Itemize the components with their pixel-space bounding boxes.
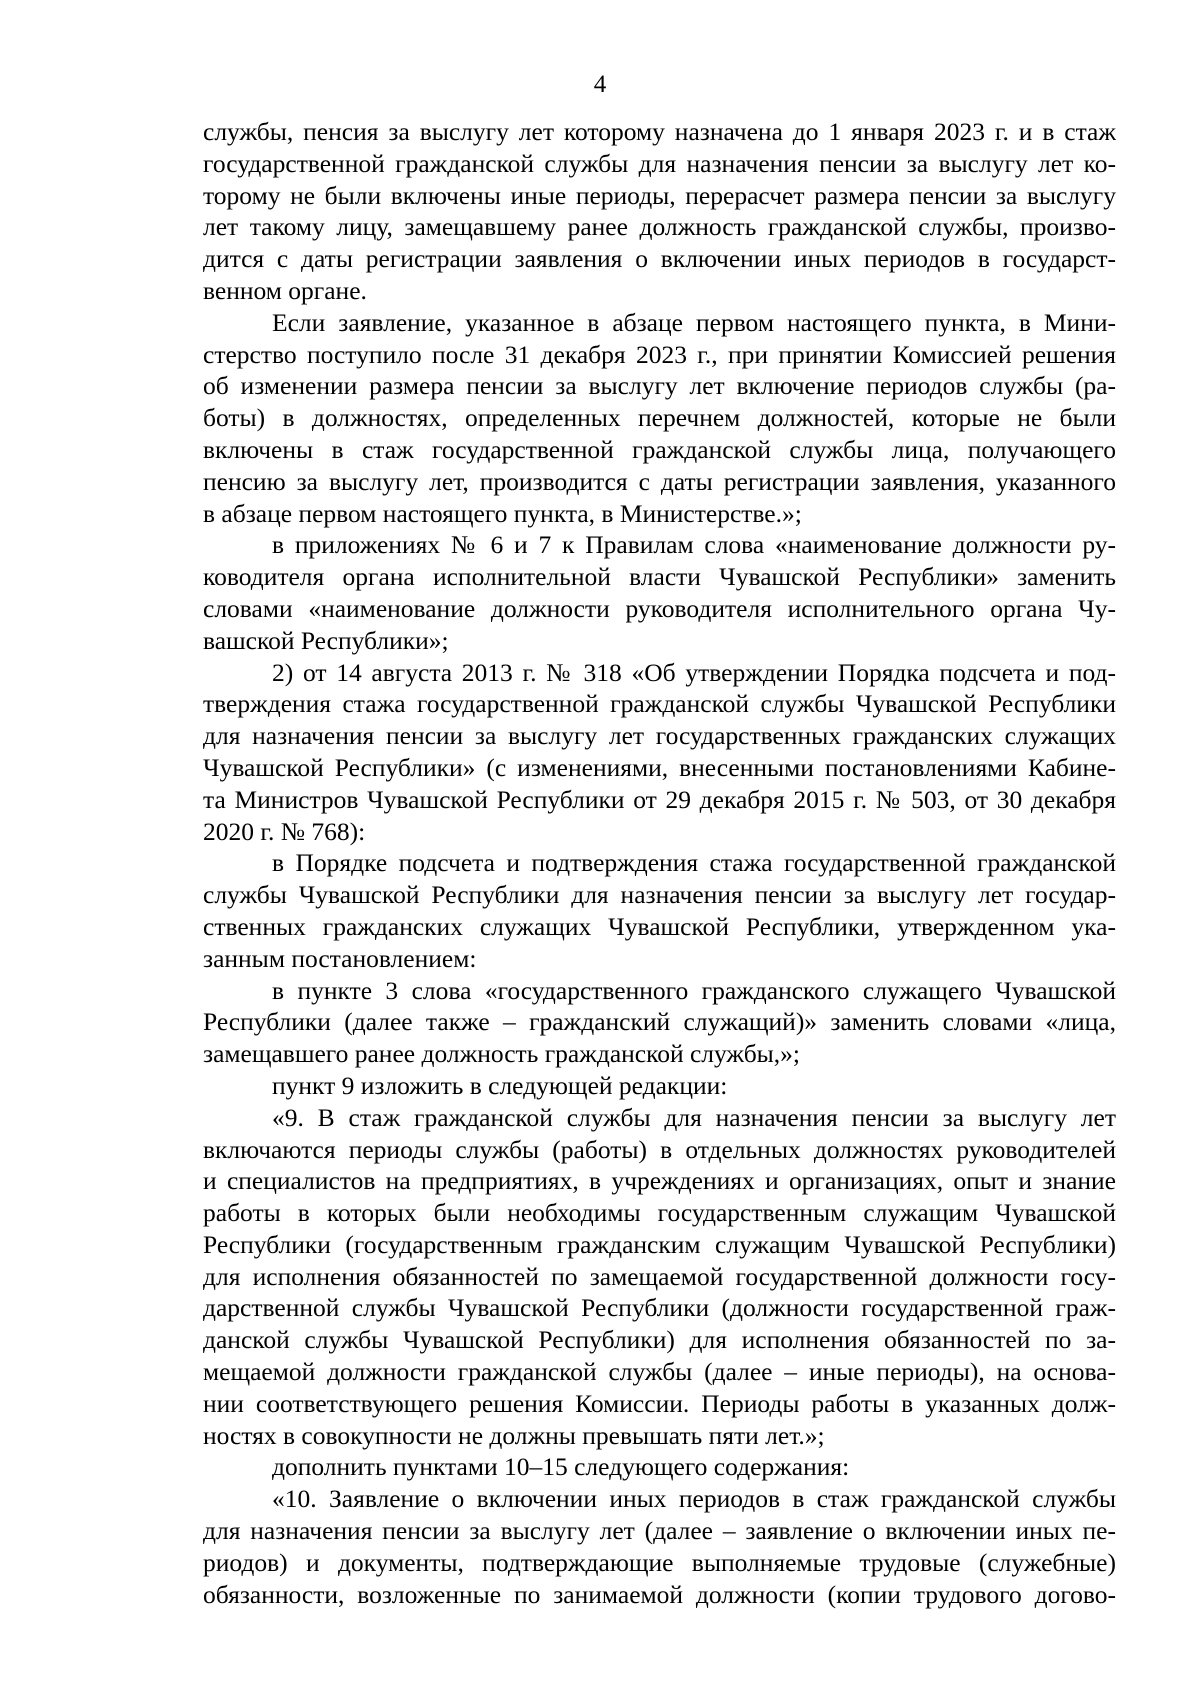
text-line: дарственной службы Чувашской Республики (должности государственной граж-: [203, 1293, 1116, 1323]
text-line: стерство поступило после 31 декабря 2023 г., при принятии Комиссией решения: [203, 339, 1116, 369]
text-line: Если заявление, указанное в абзаце первом настоящего пункта, в Мини-: [272, 307, 1116, 337]
text-line: 2) от 14 августа 2013 г. № 318 «Об утверждении Порядка подсчета и под-: [272, 657, 1116, 687]
text-line: включаются периоды службы (работы) в отдельных должностях руководителей: [203, 1134, 1116, 1164]
text-line: и специалистов на предприятиях, в учреждениях и организациях, опыт и знание: [203, 1166, 1116, 1196]
text-line: занным постановлением:: [203, 943, 477, 973]
text-line: включены в стаж государственной гражданской службы лица, получающего: [203, 434, 1116, 464]
text-line: службы Чувашской Республики для назначения пенсии за выслугу лет государ-: [203, 880, 1116, 910]
text-line: для назначения пенсии за выслугу лет (далее – заявление о включении иных пе-: [203, 1516, 1116, 1546]
text-line: службы, пенсия за выслугу лет которому назначена до 1 января 2023 г. и в стаж: [203, 117, 1116, 146]
text-line: Республики (государственным гражданским служащим Чувашской Республики): [203, 1229, 1116, 1259]
text-line: для назначения пенсии за выслугу лет государственных гражданских служащих: [203, 721, 1116, 751]
text-line: обязанности, возложенные по занимаемой должности (копии трудового догово-: [203, 1579, 1116, 1609]
text-line: риодов) и документы, подтверждающие выполняемые трудовые (служебные): [203, 1547, 1116, 1577]
text-line: в абзаце первом настоящего пункта, в Министерстве.»;: [203, 498, 802, 528]
text-line: ностях в совокупности не должны превышать пяти лет.»;: [203, 1420, 825, 1450]
text-line: «9. В стаж гражданской службы для назначения пенсии за выслугу лет: [272, 1102, 1116, 1132]
text-line: венном органе.: [203, 275, 367, 305]
text-line: «10. Заявление о включении иных периодов в стаж гражданской службы: [272, 1484, 1116, 1514]
text-line: данской службы Чувашской Республики) для исполнения обязанностей по за-: [203, 1325, 1116, 1355]
text-line: ственных гражданских служащих Чувашской Республики, утвержденном ука-: [203, 911, 1116, 941]
text-line: тверждения стажа государственной гражданской службы Чувашской Республики: [203, 689, 1116, 719]
text-line: 2020 г. № 768):: [203, 816, 366, 846]
text-line: в приложениях № 6 и 7 к Правилам слова «наименование должности ру-: [272, 530, 1116, 560]
text-line: замещавшего ранее должность гражданской службы,»;: [203, 1039, 801, 1069]
text-line: в Порядке подсчета и подтверждения стажа государственной гражданской: [272, 848, 1116, 878]
text-line: пункт 9 изложить в следующей редакции:: [272, 1070, 728, 1100]
text-line: нии соответствующего решения Комиссии. Периоды работы в указанных долж-: [203, 1388, 1116, 1418]
text-line: для исполнения обязанностей по замещаемой государственной должности госу-: [203, 1261, 1116, 1291]
text-line: ководителя органа исполнительной власти Чувашской Республики» заменить: [203, 562, 1116, 592]
text-line: та Министров Чувашской Республики от 29 декабря 2015 г. № 503, от 30 декабря: [203, 784, 1116, 814]
text-line: боты) в должностях, определенных перечнем должностей, которые не были: [203, 403, 1116, 433]
text-line: Чувашской Республики» (с изменениями, внесенными постановлениями Кабине-: [203, 752, 1116, 782]
text-line: пенсию за выслугу лет, производится с даты регистрации заявления, указанного: [203, 466, 1116, 496]
text-line: дополнить пунктами 10–15 следующего содержания:: [272, 1452, 850, 1482]
text-line: торому не были включены иные периоды, перерасчет размера пенсии за выслугу: [203, 180, 1116, 210]
page-number: 4: [593, 71, 607, 98]
text-line: словами «наименование должности руководителя исполнительного органа Чу-: [203, 593, 1116, 623]
text-line: дится с даты регистрации заявления о включении иных периодов в государст-: [203, 244, 1116, 274]
text-line: лет такому лицу, замещавшему ранее должность гражданской службы, произво-: [203, 212, 1116, 242]
text-line: об изменении размера пенсии за выслугу лет включение периодов службы (ра-: [203, 371, 1116, 401]
text-line: вашской Республики»;: [203, 625, 449, 655]
document-body: [203, 116, 1116, 1610]
text-line: в пункте 3 слова «государственного гражданского служащего Чувашской: [272, 975, 1116, 1005]
text-line: работы в которых были необходимы государственным служащим Чувашской: [203, 1198, 1116, 1228]
text-line: Республики (далее также – гражданский служащий)» заменить словами «лица,: [203, 1007, 1116, 1037]
text-line: мещаемой должности гражданской службы (далее – иные периоды), на основа-: [203, 1357, 1116, 1387]
text-line: государственной гражданской службы для назначения пенсии за выслугу лет ко-: [203, 148, 1116, 178]
